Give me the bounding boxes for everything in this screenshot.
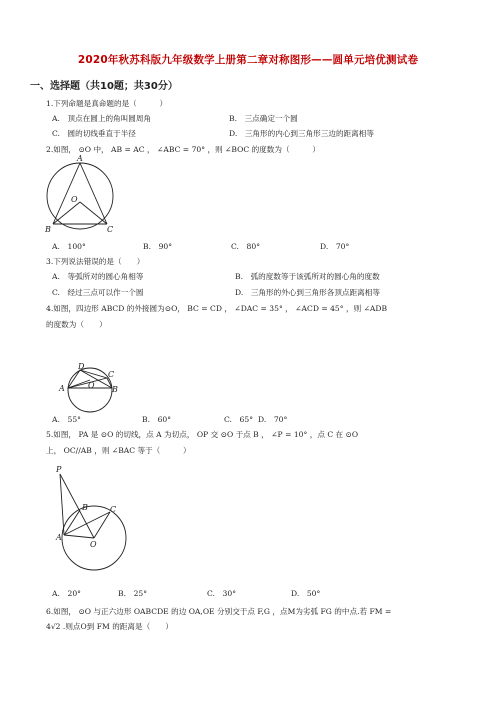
- q4-label-b: B: [112, 385, 118, 394]
- q3-option-c: C. 经过三点可以作一个圆: [52, 288, 144, 297]
- q4-label-o: O: [88, 381, 95, 390]
- q5-label-c: C: [110, 505, 117, 514]
- q2-option-b: B. 90°: [143, 242, 173, 251]
- q4-radius-oa: [68, 380, 90, 388]
- q2-stem: 2.如图， ⊙O 中， AB = AC ， ∠ABC = 70° ，则 ∠BOC 的度数为（ ）: [46, 145, 320, 154]
- q1-stem: 1.下列命题是真命题的是（ ）: [46, 99, 168, 108]
- q5-option-b: B. 25°: [118, 589, 148, 598]
- q4-circle: [68, 368, 115, 412]
- q4-figure: [58, 362, 124, 422]
- q5-option-d: D. 50°: [291, 589, 321, 598]
- q4-label-c: C: [108, 370, 115, 379]
- q5-radius-oa: [64, 535, 94, 538]
- q5-stem-line1: 5.如图， PA 是 ⊙O 的切线，点 A 为切点， OP 交 ⊙O 于点 B ， ∠P = 10° ，点 C 在 ⊙O: [46, 430, 359, 439]
- q2-label-o: O: [71, 195, 78, 204]
- q2-label-c: C: [107, 225, 114, 234]
- q5-label-a: A: [56, 533, 62, 542]
- q2-label-a: A: [77, 154, 83, 163]
- q6-stem-line2: 4√2 .则点O到 FM 的距离是（ ）: [46, 622, 173, 631]
- q3-option-b: B. 弧的度数等于该弧所对的圆心角的度数: [235, 272, 380, 281]
- q2-option-a: A. 100°: [52, 242, 86, 251]
- q1-option-a: A. 顶点在圆上的角叫圆周角: [52, 114, 152, 123]
- q1-option-d: D. 三角形的内心到三角形三边的距离相等: [229, 129, 374, 138]
- q2-circle: [47, 163, 113, 229]
- q5-label-o: O: [90, 540, 97, 549]
- q3-option-a: A. 等弧所对的圆心角相等: [52, 272, 144, 281]
- q4-option-c: C. 65°: [224, 415, 254, 424]
- q4-label-d: D: [78, 362, 85, 371]
- q2-radius-oc: [80, 202, 107, 224]
- q3-stem: 3.下列说法错误的是（ ）: [46, 257, 145, 266]
- q2-label-b: B: [45, 225, 51, 234]
- q5-option-a: A. 20°: [52, 589, 81, 598]
- q1-option-b: B. 三点确定一个圆: [229, 114, 298, 123]
- q2-figure: [44, 154, 116, 234]
- section-heading: 一、选择题（共10题；共30分）: [30, 81, 178, 92]
- q4-label-a: A: [59, 384, 65, 393]
- q5-stem-line2: 上， OC//AB ，则 ∠BAC 等于（ ）: [46, 446, 191, 455]
- q4-option-b: B. 60°: [142, 415, 172, 424]
- q2-option-c: C. 80°: [231, 242, 261, 251]
- q5-tangent-pa: [60, 474, 64, 535]
- q5-option-c: C. 30°: [207, 589, 237, 598]
- q3-option-d: D. 三角形的外心到三角形各顶点距离相等: [235, 288, 380, 297]
- q4-stem-line2: 的度数为（ ）: [46, 320, 107, 329]
- q4-option-a: A. 55°: [52, 415, 81, 424]
- q1-option-c: C. 圆的切线垂直于半径: [52, 129, 136, 138]
- q2-option-d: D. 70°: [320, 242, 350, 251]
- q5-label-b: B: [82, 503, 88, 512]
- q5-figure: [48, 465, 140, 574]
- q6-stem-line1: 6.如图， ⊙O 与正六边形 OABCDE 的边 OA,OE 分别交于点 F,G ，点M为劣弧 FG 的中点.若 FM =: [46, 607, 392, 616]
- q5-label-p: P: [56, 465, 62, 474]
- q4-stem-line1: 4.如图，四边形 ABCD 的外接圆为⊙O， BC = CD ， ∠DAC = 35° ， ∠ACD = 45° ，则 ∠ADB: [46, 304, 388, 313]
- q4-option-d: D. 70°: [258, 415, 288, 424]
- page-title: 2020年秋苏科版九年级数学上册第二章对称图形——圆单元培优测试卷: [77, 54, 419, 66]
- q2-radius-ob: [53, 202, 80, 224]
